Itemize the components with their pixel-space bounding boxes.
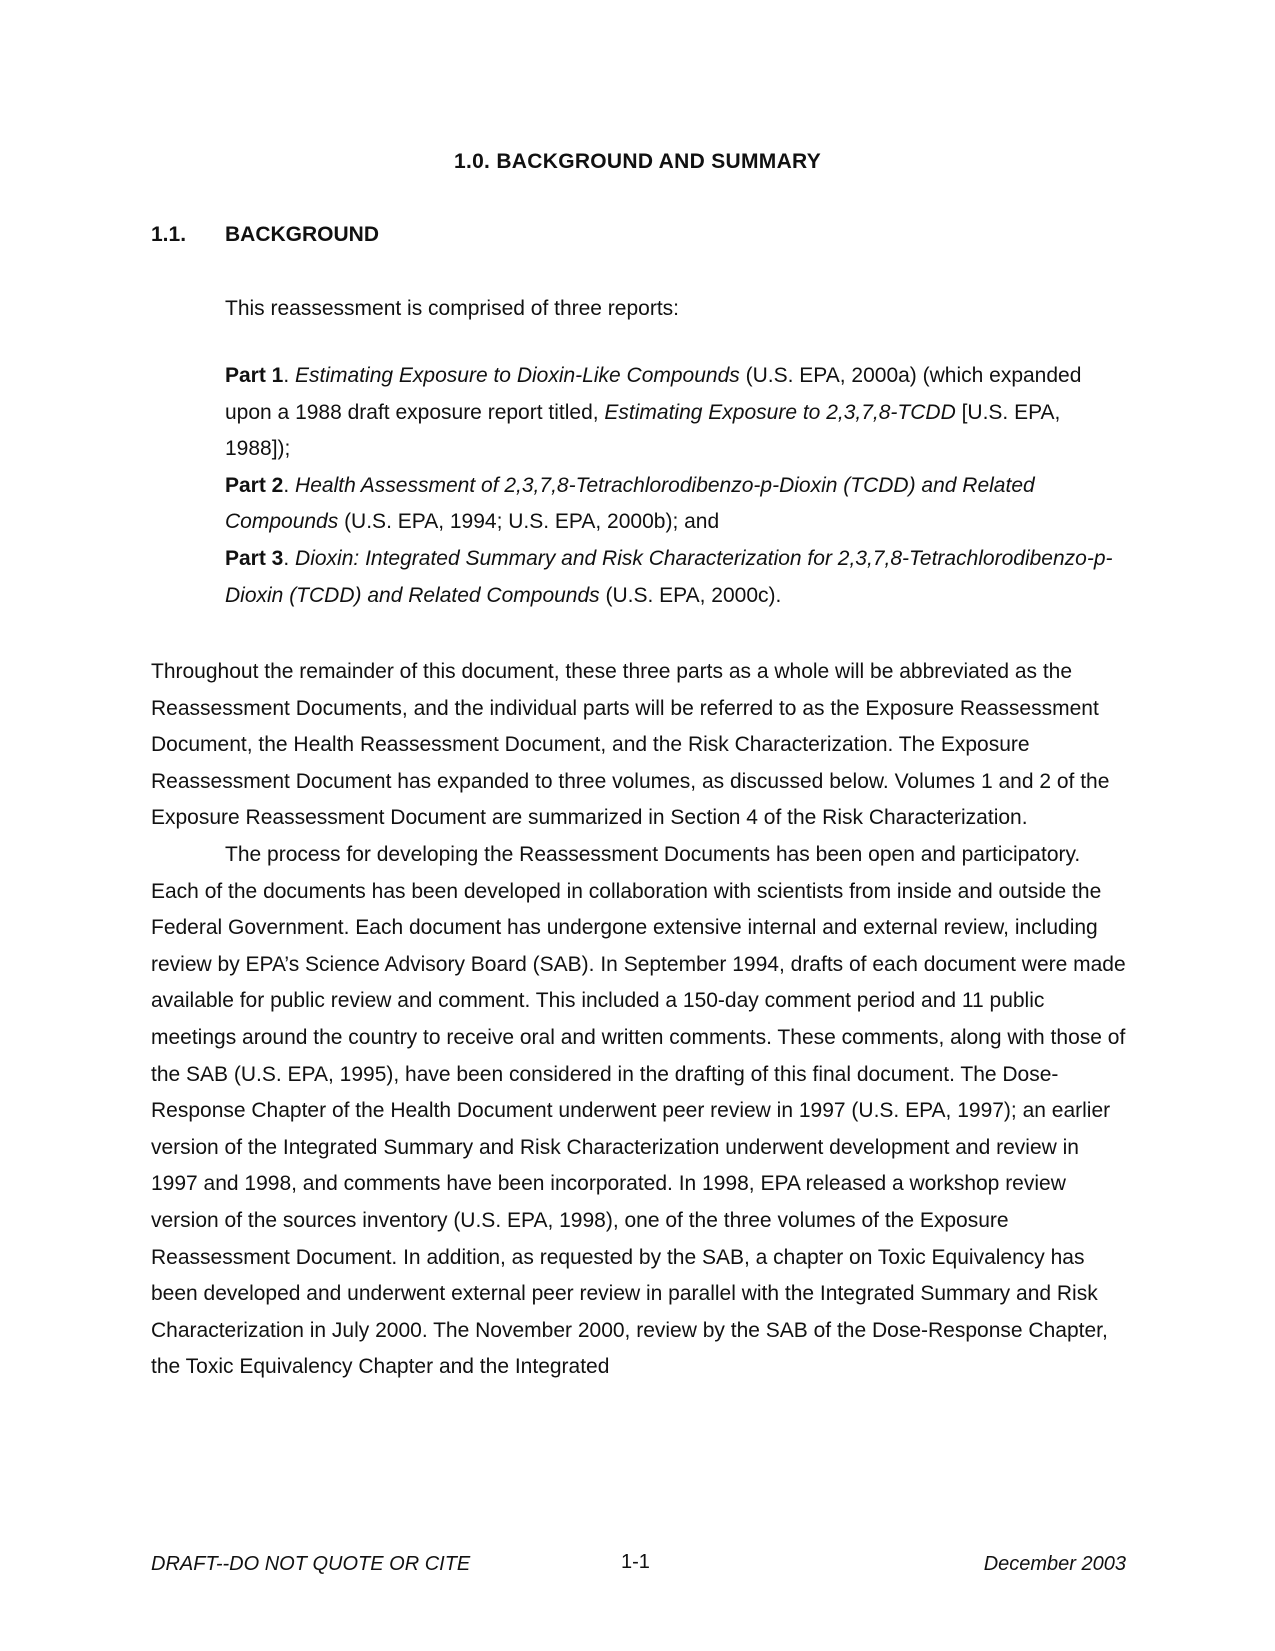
part-title: Estimating Exposure to 2,3,7,8-TCDD <box>604 400 956 424</box>
paragraph: The process for developing the Reassessment Documents has been open and participatory. Each of the documents has been developed in collaboration with scientists from inside and outside the Federal Government. Each document has undergone extensive internal and external review, including review by EPA’s Science Advisory Board (SAB). In September 1994, drafts of each document were made available for public review and comment. This included a 150-day comment period and 11 public meetings around the country to receive oral and written comments. These comments, along with those of the SAB (U.S. EPA, 1995), have been considered in the drafting of this final document. The Dose-Response Chapter of the Health Document underwent peer review in 1997 (U.S. EPA, 1997); an earlier version of the Integrated Summary and Risk Characterization underwent development and review in 1997 and 1998, and comments have been incorporated. In 1998, EPA released a workshop review version of the sources inventory (U.S. EPA, 1998), one of the three volumes of the Exposure Reassessment Document. In addition, as requested by the SAB, a chapter on Toxic Equivalency has been developed and underwent external peer review in parallel with the Integrated Summary and Risk Characterization in July 2000. The November 2000, review by the SAB of the Dose-Response Chapter, the Toxic Equivalency Chapter and the Integrated <box>151 842 1126 1379</box>
chapter-title: 1.0. BACKGROUND AND SUMMARY <box>453 150 822 173</box>
body-text <box>151 654 1131 1386</box>
paragraph: Throughout the remainder of this document, these three parts as a whole will be abbreviated as the Reassessment Documents, and the individual parts will be referred to as the Exposure Reassessment Document, the Health Reassessment Document, and the Risk Characterization. The Exposure Reassessment Document has expanded to three volumes, as discussed below. Volumes 1 and 2 of the Exposure Reassessment Document are summarized in Section 4 of the Risk Characterization. <box>151 660 1110 830</box>
report-part: Part 1. Estimating Exposure to Dioxin-Like Compounds (U.S. EPA, 2000a) (which expanded upon a 1988 draft exposure report titled, Estimating Exposure to 2,3,7,8-TCDD [U.S. EPA, 1988]); <box>225 364 1082 461</box>
page-footer <box>151 1551 1126 1581</box>
draft-notice: DRAFT--DO NOT QUOTE OR CITE <box>151 1553 471 1575</box>
section-heading <box>151 223 379 247</box>
report-part: Part 2. Health Assessment of 2,3,7,8-Tetrachlorodibenzo-p-Dioxin (TCDD) and Related Compounds (U.S. EPA, 1994; U.S. EPA, 2000b); and <box>225 473 1035 534</box>
page-number: 1-1 <box>621 1551 650 1573</box>
part-label: Part 1 <box>225 364 284 387</box>
part-label: Part 2 <box>225 473 284 497</box>
section-title: BACKGROUND <box>225 223 379 246</box>
part-label: Part 3 <box>225 546 284 570</box>
part-title: Health Assessment of 2,3,7,8-Tetrachlorodibenzo-p-Dioxin (TCDD) and Related Compounds <box>225 473 1035 534</box>
section-number: 1.1. <box>151 223 187 246</box>
part-title: Estimating Exposure to Dioxin-Like Compounds <box>295 364 740 387</box>
footer-date: December 2003 <box>983 1553 1126 1575</box>
report-parts-list <box>225 358 1125 614</box>
report-part: Part 3. Dioxin: Integrated Summary and Risk Characterization for 2,3,7,8-Tetrachlorodibenzo-p-Dioxin (TCDD) and Related Compounds (U.S. EPA, 2000c). <box>225 546 1113 607</box>
intro-sentence: This reassessment is comprised of three reports: <box>225 297 680 320</box>
part-title: Dioxin: Integrated Summary and Risk Characterization for 2,3,7,8-Tetrachlorodibenzo-p-Dioxin (TCDD) and Related Compounds <box>225 546 1113 607</box>
